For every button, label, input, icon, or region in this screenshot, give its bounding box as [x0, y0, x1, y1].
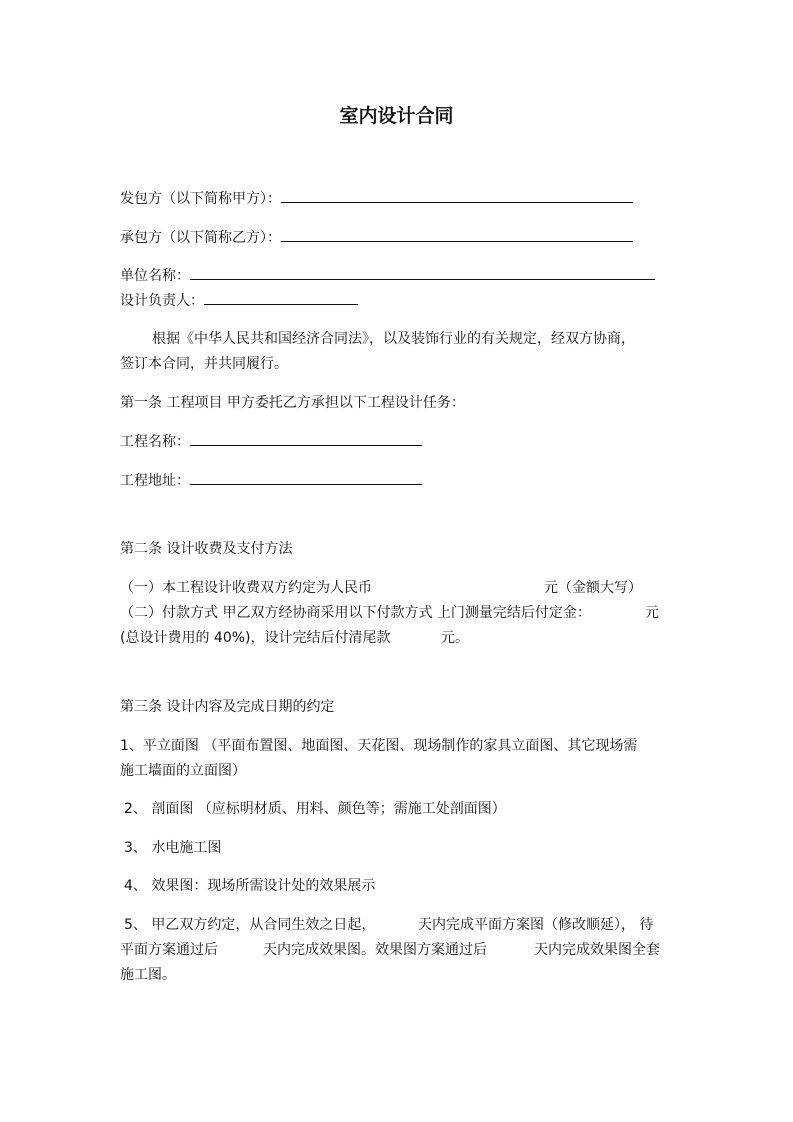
- project-address-blank[interactable]: [190, 470, 422, 485]
- article3-item4: 4、 效果图：现场所需设计处的效果展示: [124, 878, 376, 894]
- article2-item1-a: （一）本工程设计收费双方约定为人民币: [120, 580, 372, 596]
- project-name-blank[interactable]: [190, 431, 422, 446]
- contract-title: 室内设计合同: [339, 105, 454, 127]
- contractor-row: [120, 227, 633, 248]
- unit-label: 单位名称：: [120, 268, 190, 284]
- contractor-label: 承包方（以下简称乙方）：: [120, 230, 281, 246]
- article3-item5-f: 施工图。: [120, 967, 176, 983]
- article3-item5-e: 天内完成效果图全套: [534, 942, 660, 958]
- article3-item5-c: 平面方案通过后: [120, 942, 218, 958]
- article3-heading: 第三条 设计内容及完成日期的约定: [120, 699, 335, 715]
- article2-heading: 第二条 设计收费及支付方法: [120, 541, 293, 557]
- unit-row: [120, 265, 655, 286]
- article3-item2: 2、 剖面图 （应标明材质、用料、颜色等；需施工处剖面图）: [124, 801, 506, 817]
- article3-item1-line2: 施工墙面的立面图）: [120, 763, 246, 779]
- intro-line2: 签订本合同，并共同履行。: [120, 356, 288, 372]
- article3-item1-line1: 1、平立面图 （平面布置图、地面图、天花图、现场制作的家具立面图、其它现场需: [120, 738, 638, 754]
- project-address-label: 工程地址：: [120, 473, 190, 489]
- article2-item2-d: 元。: [441, 630, 469, 646]
- article2-item2-c: (总设计费用的 40%)，设计完结后付清尾款: [120, 630, 391, 646]
- contractor-blank[interactable]: [281, 227, 633, 242]
- client-label: 发包方（以下简称甲方）：: [120, 191, 281, 207]
- designer-row: [120, 290, 358, 311]
- project-name-label: 工程名称：: [120, 434, 190, 450]
- article2-item2-a: （二）付款方式 甲乙双方经协商采用以下付款方式 上门测量完结后付定金：: [120, 605, 591, 621]
- article3-item5-a: 5、 甲乙双方约定，从合同生效之日起，: [124, 917, 376, 933]
- article3-item5-d: 天内完成效果图。效果图方案通过后: [263, 942, 487, 958]
- article1-heading: 第一条 工程项目 甲方委托乙方承担以下工程设计任务：: [120, 395, 465, 411]
- designer-blank[interactable]: [204, 290, 358, 305]
- article2-item1-b: 元（金额大写）: [544, 580, 642, 596]
- article3-item3: 3、 水电施工图: [124, 840, 222, 856]
- client-blank[interactable]: [281, 188, 633, 203]
- project-name-row: [120, 431, 422, 452]
- article2-item2-b: 元: [645, 605, 659, 621]
- intro-line1: 根据《中华人民共和国经济合同法》，以及装饰行业的有关规定，经双方协商，: [152, 331, 635, 347]
- client-row: [120, 188, 633, 209]
- project-address-row: [120, 470, 422, 491]
- unit-blank[interactable]: [190, 265, 655, 280]
- article3-item5-b: 天内完成平面方案图（修改顺延）， 待: [418, 917, 654, 933]
- designer-label: 设计负责人：: [120, 293, 204, 309]
